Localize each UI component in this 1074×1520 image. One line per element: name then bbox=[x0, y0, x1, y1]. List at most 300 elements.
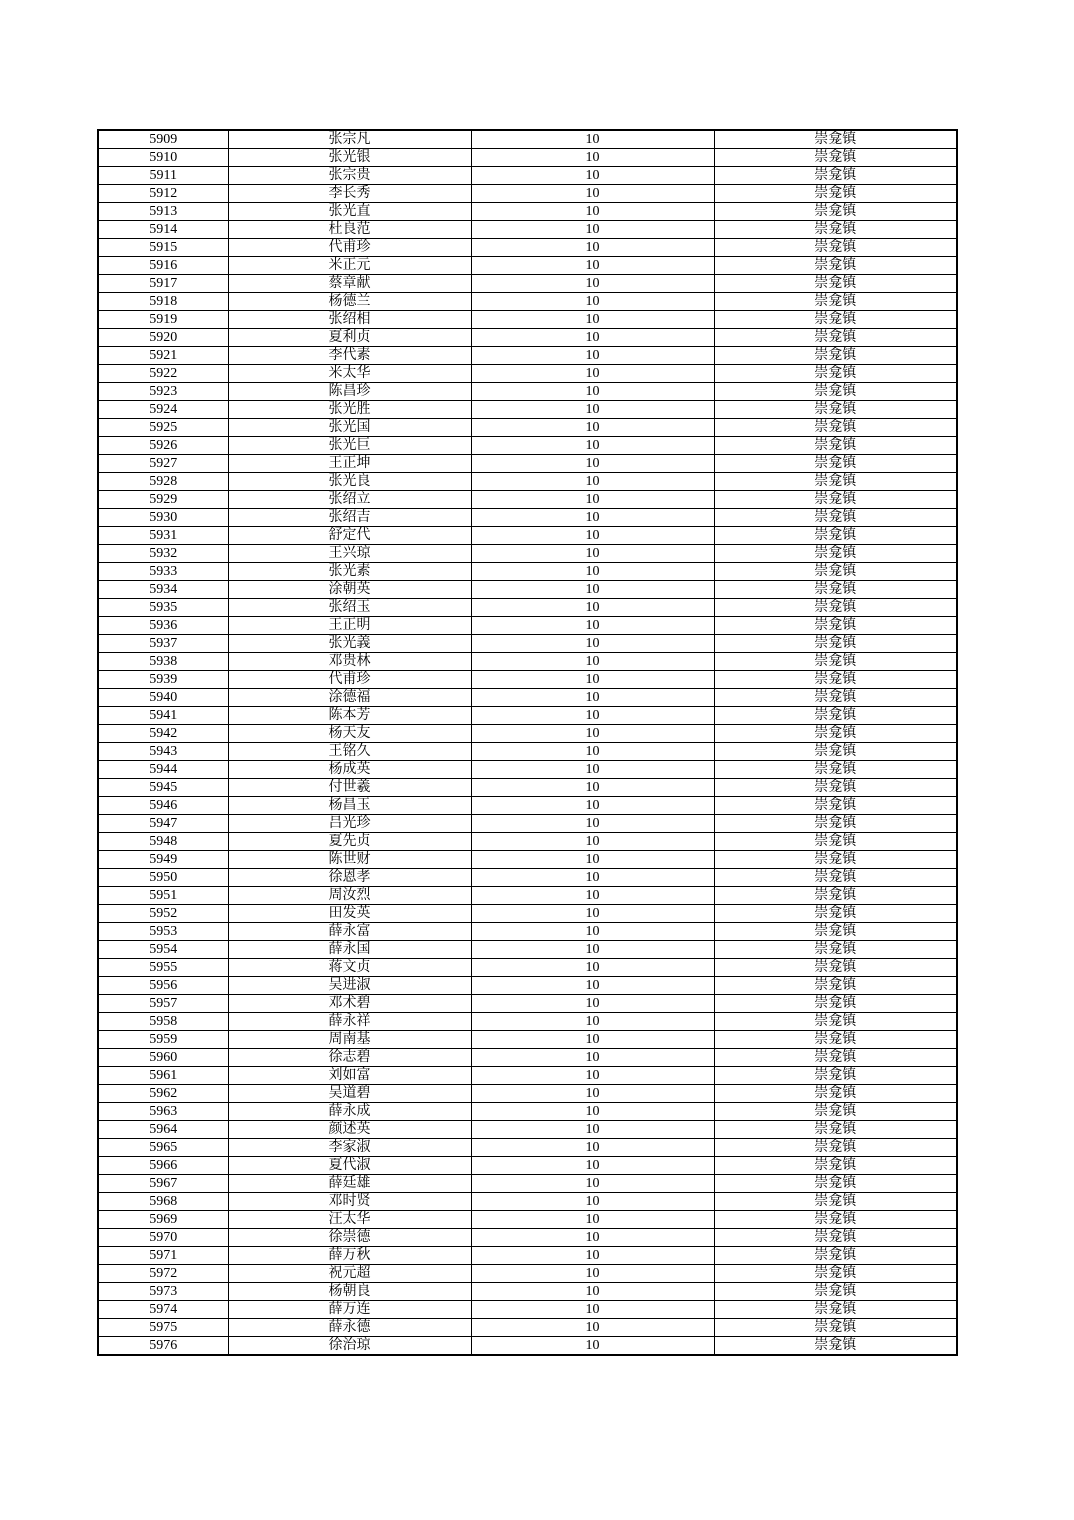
amount-cell: 10 bbox=[471, 1319, 714, 1337]
town-cell: 崇龛镇 bbox=[714, 1157, 957, 1175]
name-cell: 薛永成 bbox=[228, 1103, 471, 1121]
row-number-cell: 5931 bbox=[98, 527, 228, 545]
table-row bbox=[98, 1013, 957, 1031]
amount-cell: 10 bbox=[471, 1247, 714, 1265]
amount-cell: 10 bbox=[471, 257, 714, 275]
town-cell: 崇龛镇 bbox=[714, 761, 957, 779]
table-row bbox=[98, 1247, 957, 1265]
town-cell: 崇龛镇 bbox=[714, 491, 957, 509]
table-row bbox=[98, 1067, 957, 1085]
table-row bbox=[98, 743, 957, 761]
town-cell: 崇龛镇 bbox=[714, 1337, 957, 1356]
row-number-cell: 5962 bbox=[98, 1085, 228, 1103]
amount-cell: 10 bbox=[471, 185, 714, 203]
name-cell: 米太华 bbox=[228, 365, 471, 383]
amount-cell: 10 bbox=[471, 1229, 714, 1247]
name-cell: 周汝烈 bbox=[228, 887, 471, 905]
name-cell: 王铭久 bbox=[228, 743, 471, 761]
town-cell: 崇龛镇 bbox=[714, 1283, 957, 1301]
amount-cell: 10 bbox=[471, 527, 714, 545]
row-number-cell: 5939 bbox=[98, 671, 228, 689]
amount-cell: 10 bbox=[471, 1157, 714, 1175]
town-cell: 崇龛镇 bbox=[714, 977, 957, 995]
town-cell: 崇龛镇 bbox=[714, 1121, 957, 1139]
name-cell: 付世羲 bbox=[228, 779, 471, 797]
name-cell: 张光胜 bbox=[228, 401, 471, 419]
town-cell: 崇龛镇 bbox=[714, 257, 957, 275]
amount-cell: 10 bbox=[471, 1337, 714, 1356]
amount-cell: 10 bbox=[471, 869, 714, 887]
amount-cell: 10 bbox=[471, 617, 714, 635]
row-number-cell: 5932 bbox=[98, 545, 228, 563]
table-row bbox=[98, 1319, 957, 1337]
table-row bbox=[98, 419, 957, 437]
row-number-cell: 5926 bbox=[98, 437, 228, 455]
name-cell: 薛永富 bbox=[228, 923, 471, 941]
row-number-cell: 5943 bbox=[98, 743, 228, 761]
amount-cell: 10 bbox=[471, 1175, 714, 1193]
town-cell: 崇龛镇 bbox=[714, 887, 957, 905]
town-cell: 崇龛镇 bbox=[714, 707, 957, 725]
table-row bbox=[98, 545, 957, 563]
amount-cell: 10 bbox=[471, 1211, 714, 1229]
name-cell: 薛万秋 bbox=[228, 1247, 471, 1265]
row-number-cell: 5946 bbox=[98, 797, 228, 815]
table-row bbox=[98, 185, 957, 203]
town-cell: 崇龛镇 bbox=[714, 743, 957, 761]
row-number-cell: 5935 bbox=[98, 599, 228, 617]
row-number-cell: 5972 bbox=[98, 1265, 228, 1283]
town-cell: 崇龛镇 bbox=[714, 1319, 957, 1337]
row-number-cell: 5961 bbox=[98, 1067, 228, 1085]
row-number-cell: 5944 bbox=[98, 761, 228, 779]
name-cell: 张光直 bbox=[228, 203, 471, 221]
table-row bbox=[98, 1049, 957, 1067]
town-cell: 崇龛镇 bbox=[714, 437, 957, 455]
town-cell: 崇龛镇 bbox=[714, 1301, 957, 1319]
name-cell: 王正坤 bbox=[228, 455, 471, 473]
town-cell: 崇龛镇 bbox=[714, 869, 957, 887]
name-cell: 邓术碧 bbox=[228, 995, 471, 1013]
town-cell: 崇龛镇 bbox=[714, 797, 957, 815]
row-number-cell: 5919 bbox=[98, 311, 228, 329]
name-cell: 夏利贞 bbox=[228, 329, 471, 347]
amount-cell: 10 bbox=[471, 1031, 714, 1049]
amount-cell: 10 bbox=[471, 491, 714, 509]
amount-cell: 10 bbox=[471, 221, 714, 239]
name-cell: 邓时贤 bbox=[228, 1193, 471, 1211]
name-cell: 徐崇德 bbox=[228, 1229, 471, 1247]
table-row bbox=[98, 779, 957, 797]
table-row bbox=[98, 941, 957, 959]
table-row bbox=[98, 167, 957, 185]
row-number-cell: 5959 bbox=[98, 1031, 228, 1049]
row-number-cell: 5933 bbox=[98, 563, 228, 581]
town-cell: 崇龛镇 bbox=[714, 815, 957, 833]
row-number-cell: 5934 bbox=[98, 581, 228, 599]
town-cell: 崇龛镇 bbox=[714, 239, 957, 257]
table-row bbox=[98, 1337, 957, 1356]
row-number-cell: 5941 bbox=[98, 707, 228, 725]
town-cell: 崇龛镇 bbox=[714, 203, 957, 221]
table-row bbox=[98, 1229, 957, 1247]
name-cell: 吕光珍 bbox=[228, 815, 471, 833]
name-cell: 杨昌玉 bbox=[228, 797, 471, 815]
row-number-cell: 5971 bbox=[98, 1247, 228, 1265]
town-cell: 崇龛镇 bbox=[714, 185, 957, 203]
town-cell: 崇龛镇 bbox=[714, 581, 957, 599]
row-number-cell: 5963 bbox=[98, 1103, 228, 1121]
name-cell: 徐志碧 bbox=[228, 1049, 471, 1067]
name-cell: 张光素 bbox=[228, 563, 471, 581]
row-number-cell: 5912 bbox=[98, 185, 228, 203]
table-row bbox=[98, 761, 957, 779]
table-row bbox=[98, 347, 957, 365]
amount-cell: 10 bbox=[471, 1193, 714, 1211]
row-number-cell: 5969 bbox=[98, 1211, 228, 1229]
name-cell: 李家淑 bbox=[228, 1139, 471, 1157]
row-number-cell: 5960 bbox=[98, 1049, 228, 1067]
table-row bbox=[98, 959, 957, 977]
name-cell: 周南基 bbox=[228, 1031, 471, 1049]
name-cell: 涂德福 bbox=[228, 689, 471, 707]
amount-cell: 10 bbox=[471, 653, 714, 671]
table-row bbox=[98, 977, 957, 995]
table-row bbox=[98, 437, 957, 455]
row-number-cell: 5966 bbox=[98, 1157, 228, 1175]
table-row bbox=[98, 473, 957, 491]
amount-cell: 10 bbox=[471, 167, 714, 185]
row-number-cell: 5967 bbox=[98, 1175, 228, 1193]
table-row bbox=[98, 869, 957, 887]
row-number-cell: 5965 bbox=[98, 1139, 228, 1157]
row-number-cell: 5954 bbox=[98, 941, 228, 959]
table-row bbox=[98, 383, 957, 401]
name-cell: 张光義 bbox=[228, 635, 471, 653]
town-cell: 崇龛镇 bbox=[714, 311, 957, 329]
amount-cell: 10 bbox=[471, 329, 714, 347]
row-number-cell: 5910 bbox=[98, 149, 228, 167]
name-cell: 吴道碧 bbox=[228, 1085, 471, 1103]
table-row bbox=[98, 1193, 957, 1211]
town-cell: 崇龛镇 bbox=[714, 473, 957, 491]
row-number-cell: 5950 bbox=[98, 869, 228, 887]
amount-cell: 10 bbox=[471, 1013, 714, 1031]
name-cell: 刘如富 bbox=[228, 1067, 471, 1085]
table-row bbox=[98, 815, 957, 833]
name-cell: 陈本芳 bbox=[228, 707, 471, 725]
town-cell: 崇龛镇 bbox=[714, 149, 957, 167]
row-number-cell: 5928 bbox=[98, 473, 228, 491]
table-row bbox=[98, 1265, 957, 1283]
table-row bbox=[98, 1031, 957, 1049]
table-row bbox=[98, 257, 957, 275]
table-row bbox=[98, 221, 957, 239]
table-row bbox=[98, 707, 957, 725]
table-row bbox=[98, 365, 957, 383]
town-cell: 崇龛镇 bbox=[714, 383, 957, 401]
town-cell: 崇龛镇 bbox=[714, 329, 957, 347]
name-cell: 薛永祥 bbox=[228, 1013, 471, 1031]
town-cell: 崇龛镇 bbox=[714, 293, 957, 311]
name-cell: 张绍吉 bbox=[228, 509, 471, 527]
name-cell: 陈世财 bbox=[228, 851, 471, 869]
row-number-cell: 5968 bbox=[98, 1193, 228, 1211]
town-cell: 崇龛镇 bbox=[714, 671, 957, 689]
row-number-cell: 5922 bbox=[98, 365, 228, 383]
table-row bbox=[98, 1157, 957, 1175]
amount-cell: 10 bbox=[471, 725, 714, 743]
town-cell: 崇龛镇 bbox=[714, 905, 957, 923]
row-number-cell: 5955 bbox=[98, 959, 228, 977]
town-cell: 崇龛镇 bbox=[714, 1211, 957, 1229]
name-cell: 夏代淑 bbox=[228, 1157, 471, 1175]
table-row bbox=[98, 1085, 957, 1103]
amount-cell: 10 bbox=[471, 1085, 714, 1103]
table-row bbox=[98, 833, 957, 851]
name-cell: 张宗贵 bbox=[228, 167, 471, 185]
town-cell: 崇龛镇 bbox=[714, 1031, 957, 1049]
name-cell: 张光国 bbox=[228, 419, 471, 437]
amount-cell: 10 bbox=[471, 1049, 714, 1067]
name-cell: 米正元 bbox=[228, 257, 471, 275]
row-number-cell: 5925 bbox=[98, 419, 228, 437]
table-row bbox=[98, 581, 957, 599]
table-row bbox=[98, 527, 957, 545]
name-cell: 张光良 bbox=[228, 473, 471, 491]
row-number-cell: 5911 bbox=[98, 167, 228, 185]
town-cell: 崇龛镇 bbox=[714, 545, 957, 563]
table-row bbox=[98, 239, 957, 257]
amount-cell: 10 bbox=[471, 1265, 714, 1283]
row-number-cell: 5951 bbox=[98, 887, 228, 905]
amount-cell: 10 bbox=[471, 401, 714, 419]
table-row bbox=[98, 995, 957, 1013]
name-cell: 张绍立 bbox=[228, 491, 471, 509]
amount-cell: 10 bbox=[471, 977, 714, 995]
town-cell: 崇龛镇 bbox=[714, 167, 957, 185]
table-row bbox=[98, 1211, 957, 1229]
table-row bbox=[98, 491, 957, 509]
name-cell: 王正明 bbox=[228, 617, 471, 635]
name-cell: 代甫珍 bbox=[228, 239, 471, 257]
town-cell: 崇龛镇 bbox=[714, 455, 957, 473]
town-cell: 崇龛镇 bbox=[714, 851, 957, 869]
town-cell: 崇龛镇 bbox=[714, 563, 957, 581]
town-cell: 崇龛镇 bbox=[714, 779, 957, 797]
table-row bbox=[98, 1121, 957, 1139]
town-cell: 崇龛镇 bbox=[714, 833, 957, 851]
row-number-cell: 5936 bbox=[98, 617, 228, 635]
town-cell: 崇龛镇 bbox=[714, 1265, 957, 1283]
name-cell: 陈昌珍 bbox=[228, 383, 471, 401]
town-cell: 崇龛镇 bbox=[714, 923, 957, 941]
name-cell: 颜述英 bbox=[228, 1121, 471, 1139]
town-cell: 崇龛镇 bbox=[714, 1103, 957, 1121]
town-cell: 崇龛镇 bbox=[714, 1049, 957, 1067]
amount-cell: 10 bbox=[471, 203, 714, 221]
row-number-cell: 5957 bbox=[98, 995, 228, 1013]
table-row bbox=[98, 293, 957, 311]
amount-cell: 10 bbox=[471, 779, 714, 797]
town-cell: 崇龛镇 bbox=[714, 401, 957, 419]
name-cell: 汪太华 bbox=[228, 1211, 471, 1229]
name-cell: 舒定代 bbox=[228, 527, 471, 545]
table-row bbox=[98, 725, 957, 743]
row-number-cell: 5938 bbox=[98, 653, 228, 671]
table-row bbox=[98, 1103, 957, 1121]
name-cell: 祝元超 bbox=[228, 1265, 471, 1283]
row-number-cell: 5958 bbox=[98, 1013, 228, 1031]
name-cell: 李长秀 bbox=[228, 185, 471, 203]
town-cell: 崇龛镇 bbox=[714, 689, 957, 707]
name-cell: 田发英 bbox=[228, 905, 471, 923]
town-cell: 崇龛镇 bbox=[714, 1175, 957, 1193]
amount-cell: 10 bbox=[471, 130, 714, 149]
amount-cell: 10 bbox=[471, 743, 714, 761]
town-cell: 崇龛镇 bbox=[714, 941, 957, 959]
row-number-cell: 5929 bbox=[98, 491, 228, 509]
amount-cell: 10 bbox=[471, 923, 714, 941]
row-number-cell: 5953 bbox=[98, 923, 228, 941]
town-cell: 崇龛镇 bbox=[714, 365, 957, 383]
town-cell: 崇龛镇 bbox=[714, 509, 957, 527]
table-row bbox=[98, 671, 957, 689]
amount-cell: 10 bbox=[471, 959, 714, 977]
name-cell: 杨德兰 bbox=[228, 293, 471, 311]
amount-cell: 10 bbox=[471, 995, 714, 1013]
table-row bbox=[98, 797, 957, 815]
table-row bbox=[98, 689, 957, 707]
town-cell: 崇龛镇 bbox=[714, 995, 957, 1013]
row-number-cell: 5930 bbox=[98, 509, 228, 527]
amount-cell: 10 bbox=[471, 239, 714, 257]
row-number-cell: 5915 bbox=[98, 239, 228, 257]
name-cell: 代甫珍 bbox=[228, 671, 471, 689]
amount-cell: 10 bbox=[471, 635, 714, 653]
amount-cell: 10 bbox=[471, 815, 714, 833]
row-number-cell: 5914 bbox=[98, 221, 228, 239]
town-cell: 崇龛镇 bbox=[714, 347, 957, 365]
name-cell: 杨天友 bbox=[228, 725, 471, 743]
table-row bbox=[98, 130, 957, 149]
name-cell: 杨成英 bbox=[228, 761, 471, 779]
row-number-cell: 5970 bbox=[98, 1229, 228, 1247]
town-cell: 崇龛镇 bbox=[714, 653, 957, 671]
town-cell: 崇龛镇 bbox=[714, 1247, 957, 1265]
row-number-cell: 5947 bbox=[98, 815, 228, 833]
name-cell: 邓贵林 bbox=[228, 653, 471, 671]
row-number-cell: 5976 bbox=[98, 1337, 228, 1356]
amount-cell: 10 bbox=[471, 707, 714, 725]
amount-cell: 10 bbox=[471, 455, 714, 473]
table-row bbox=[98, 923, 957, 941]
name-cell: 徐恩孝 bbox=[228, 869, 471, 887]
row-number-cell: 5942 bbox=[98, 725, 228, 743]
name-cell: 张绍玉 bbox=[228, 599, 471, 617]
town-cell: 崇龛镇 bbox=[714, 221, 957, 239]
name-cell: 蔡章献 bbox=[228, 275, 471, 293]
row-number-cell: 5975 bbox=[98, 1319, 228, 1337]
name-cell: 李代素 bbox=[228, 347, 471, 365]
amount-cell: 10 bbox=[471, 689, 714, 707]
row-number-cell: 5973 bbox=[98, 1283, 228, 1301]
amount-cell: 10 bbox=[471, 851, 714, 869]
amount-cell: 10 bbox=[471, 1139, 714, 1157]
row-number-cell: 5920 bbox=[98, 329, 228, 347]
town-cell: 崇龛镇 bbox=[714, 527, 957, 545]
amount-cell: 10 bbox=[471, 1301, 714, 1319]
row-number-cell: 5923 bbox=[98, 383, 228, 401]
town-cell: 崇龛镇 bbox=[714, 419, 957, 437]
name-cell: 张绍相 bbox=[228, 311, 471, 329]
table-row bbox=[98, 1139, 957, 1157]
amount-cell: 10 bbox=[471, 941, 714, 959]
amount-cell: 10 bbox=[471, 833, 714, 851]
table-row bbox=[98, 635, 957, 653]
amount-cell: 10 bbox=[471, 1283, 714, 1301]
amount-cell: 10 bbox=[471, 311, 714, 329]
row-number-cell: 5949 bbox=[98, 851, 228, 869]
table-row bbox=[98, 599, 957, 617]
name-cell: 张光银 bbox=[228, 149, 471, 167]
row-number-cell: 5937 bbox=[98, 635, 228, 653]
table-row bbox=[98, 455, 957, 473]
name-cell: 薛廷雄 bbox=[228, 1175, 471, 1193]
name-cell: 蒋文贞 bbox=[228, 959, 471, 977]
amount-cell: 10 bbox=[471, 1103, 714, 1121]
town-cell: 崇龛镇 bbox=[714, 725, 957, 743]
amount-cell: 10 bbox=[471, 275, 714, 293]
name-cell: 薛万连 bbox=[228, 1301, 471, 1319]
amount-cell: 10 bbox=[471, 545, 714, 563]
row-number-cell: 5917 bbox=[98, 275, 228, 293]
town-cell: 崇龛镇 bbox=[714, 635, 957, 653]
amount-cell: 10 bbox=[471, 293, 714, 311]
table-row bbox=[98, 1175, 957, 1193]
table-row bbox=[98, 653, 957, 671]
row-number-cell: 5924 bbox=[98, 401, 228, 419]
row-number-cell: 5974 bbox=[98, 1301, 228, 1319]
table-row bbox=[98, 311, 957, 329]
amount-cell: 10 bbox=[471, 761, 714, 779]
name-cell: 薛永德 bbox=[228, 1319, 471, 1337]
amount-cell: 10 bbox=[471, 419, 714, 437]
row-number-cell: 5909 bbox=[98, 130, 228, 149]
name-cell: 薛永国 bbox=[228, 941, 471, 959]
name-cell: 王兴琼 bbox=[228, 545, 471, 563]
table-body bbox=[98, 130, 957, 1355]
name-cell: 徐治琼 bbox=[228, 1337, 471, 1356]
town-cell: 崇龛镇 bbox=[714, 1013, 957, 1031]
row-number-cell: 5956 bbox=[98, 977, 228, 995]
town-cell: 崇龛镇 bbox=[714, 617, 957, 635]
name-cell: 张光巨 bbox=[228, 437, 471, 455]
town-cell: 崇龛镇 bbox=[714, 275, 957, 293]
row-number-cell: 5927 bbox=[98, 455, 228, 473]
table-row bbox=[98, 203, 957, 221]
amount-cell: 10 bbox=[471, 797, 714, 815]
row-number-cell: 5952 bbox=[98, 905, 228, 923]
row-number-cell: 5913 bbox=[98, 203, 228, 221]
table-row bbox=[98, 149, 957, 167]
name-cell: 张宗凡 bbox=[228, 130, 471, 149]
name-cell: 杜良范 bbox=[228, 221, 471, 239]
amount-cell: 10 bbox=[471, 599, 714, 617]
table-row bbox=[98, 905, 957, 923]
table-row bbox=[98, 1301, 957, 1319]
name-cell: 杨朝良 bbox=[228, 1283, 471, 1301]
